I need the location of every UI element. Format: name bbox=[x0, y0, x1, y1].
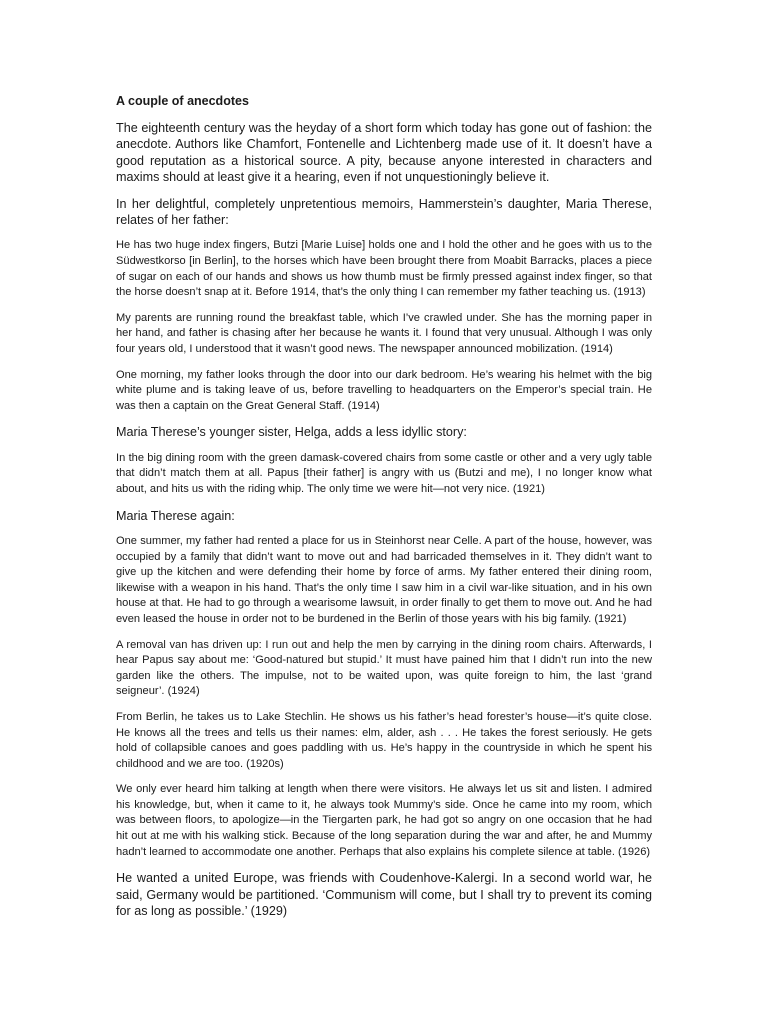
section-heading: A couple of anecdotes bbox=[116, 94, 249, 108]
document-body bbox=[116, 120, 652, 919]
body-paragraph: In her delightful, completely unpretentious memoirs, Hammerstein’s daughter, Maria Therese, relates of her father: bbox=[116, 196, 652, 228]
quoted-passage: A removal van has driven up: I run out and help the men by carrying in the dining room chairs. Afterwards, I hear Papus say about me: ‘Good-natured but stupid.’ It must have pained him that I didn’t run into the new garden like the others. The impulse, not to be waited upon, was quite foreign to him, the last ‘grand seigneur’. (1924) bbox=[116, 638, 652, 698]
body-paragraph: Maria Therese again: bbox=[116, 508, 235, 523]
body-paragraph: He wanted a united Europe, was friends with Coudenhove-Kalergi. In a second world war, he said, Germany would be partitioned. ‘Communism will come, but I shall try to prevent its coming for as long as possible.’ (1929) bbox=[116, 871, 652, 919]
body-paragraph: Maria Therese’s younger sister, Helga, adds a less idyllic story: bbox=[116, 425, 467, 440]
quoted-passage: One morning, my father looks through the door into our dark bedroom. He’s wearing his helmet with the big white plume and is taking leave of us, before travelling to headquarters on the Emperor’s special train. He was then a captain on the Great General Staff. (1914) bbox=[116, 368, 652, 412]
quoted-passage: My parents are running round the breakfast table, which I’ve crawled under. She has the morning paper in her hand, and father is chasing after her because he wants it. I found that very unusual. Although I was only four years old, I understood that it wasn’t good news. The newspaper announced mobilization. (1914) bbox=[116, 311, 652, 355]
quoted-passage: From Berlin, he takes us to Lake Stechlin. He shows us his father’s head forester’s house—it’s quite close. He knows all the trees and tells us their names: elm, alder, ash . . . He takes the forest seriously. He gets hold of collapsible canoes and goes paddling with us. He’s happy in the countryside in which he spent his childhood and we are too. (1920s) bbox=[116, 710, 652, 770]
quoted-passage: In the big dining room with the green damask-covered chairs from some castle or other and a very ugly table that didn’t match them at all. Papus [their father] is angry with us (Butzi and me), I no longer know what about, and hits us with the riding whip. The only time we were hit—not very nice. (1921) bbox=[116, 451, 652, 495]
quoted-passage: One summer, my father had rented a place for us in Steinhorst near Celle. A part of the house, however, was occupied by a family that didn’t want to move out and had barricaded themselves in it. They didn’t want to give up the kitchen and were defending their home by force of arms. My father entered their dining room, likewise with a weapon in his hand. That’s the only time I saw him in a civil war-like situation, and in his own house at that. He had to go through a wearisome lawsuit, in order finally to get them to move out. And he had even leased the house in order not to be burdened in the Berlin of those years with his big family. (1921) bbox=[116, 534, 652, 625]
quoted-passage: We only ever heard him talking at length when there were visitors. He always let us sit and listen. I admired his knowledge, but, when it came to it, he always took Mummy’s side. Once he came into my room, which was between floors, to apologize—in the Tiergarten park, he had got so angry on one occasion that he had hit out at me with his walking stick. Because of the long separation during the war and after, he and Mummy hadn’t learned to accommodate one another. Perhaps that also explains his complete silence at table. (1926) bbox=[116, 783, 652, 858]
quoted-passage: He has two huge index fingers, Butzi [Marie Luise] holds one and I hold the other and he goes with us to the Südwestkorso [in Berlin], to the horses which have been brought there from Moabit Barracks, places a piece of sugar on each of our hands and shows us how thumb must be firmly pressed against index finger, so that the horse doesn’t snap at it. Before 1914, that’s the only thing I can remember my father teaching us. (1913) bbox=[116, 239, 652, 299]
document-page bbox=[116, 92, 652, 929]
body-paragraph: The eighteenth century was the heyday of a short form which today has gone out of fashion: the anecdote. Authors like Chamfort, Fontenelle and Lichtenberg made use of it. It doesn’t have a good reputation as a historical source. A pity, because anyone interested in characters and maxims should at least give it a hearing, even if not unquestioningly believe it. bbox=[116, 121, 652, 185]
